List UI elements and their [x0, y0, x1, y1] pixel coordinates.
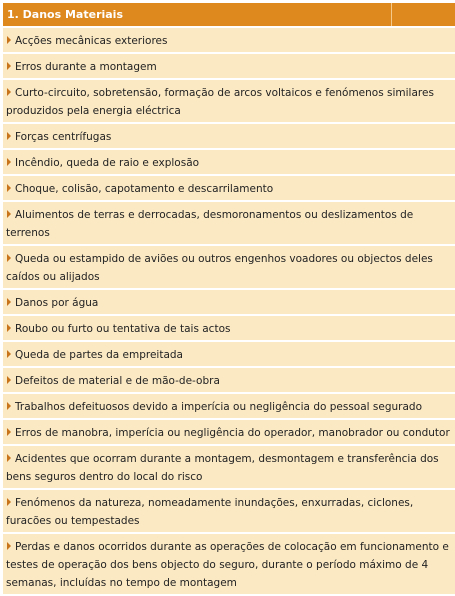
table-row	[3, 28, 455, 52]
list-item	[3, 534, 455, 594]
list-item	[3, 490, 455, 532]
bullet-arrow-icon	[7, 158, 11, 166]
list-item-label: Curto-circuito, sobretensão, formação de arcos voltaicos e fenómenos similares produzidos pela energia eléctrica	[6, 87, 434, 117]
table-row	[3, 124, 455, 148]
table-row	[3, 534, 455, 594]
bullet-arrow-icon	[7, 88, 11, 96]
list-item-label: Fenómenos da natureza, nomeadamente inundações, enxurradas, ciclones, furacões ou tempestades	[6, 497, 414, 527]
table-body	[3, 28, 455, 594]
list-item	[3, 150, 455, 174]
list-item	[3, 420, 455, 444]
table-header-row	[3, 3, 455, 26]
bullet-arrow-icon	[7, 376, 11, 384]
list-item	[3, 342, 455, 366]
list-item	[3, 368, 455, 392]
list-item	[3, 124, 455, 148]
table-row	[3, 80, 455, 122]
bullet-arrow-icon	[7, 324, 11, 332]
table-row	[3, 150, 455, 174]
list-item-label: Acidentes que ocorram durante a montagem, desmontagem e transferência dos bens seguros dentro do local do risco	[6, 453, 439, 483]
bullet-arrow-icon	[7, 210, 11, 218]
list-item-label: Erros durante a montagem	[15, 61, 157, 73]
list-item	[3, 246, 455, 288]
list-item-label: Danos por água	[15, 297, 99, 309]
list-item	[3, 446, 455, 488]
bullet-arrow-icon	[7, 184, 11, 192]
table-row	[3, 368, 455, 392]
table-header-side-cell	[391, 3, 455, 26]
list-item	[3, 80, 455, 122]
table-row	[3, 202, 455, 244]
list-item-label: Queda ou estampido de aviões ou outros engenhos voadores ou objectos deles caídos ou alijados	[6, 253, 433, 283]
list-item-label: Incêndio, queda de raio e explosão	[15, 157, 200, 169]
bullet-arrow-icon	[7, 298, 11, 306]
list-item-label: Forças centrífugas	[15, 131, 112, 143]
table-row	[3, 490, 455, 532]
list-item	[3, 316, 455, 340]
bullet-arrow-icon	[7, 428, 11, 436]
list-item-label: Defeitos de material e de mão-de-obra	[15, 375, 220, 387]
table-row	[3, 342, 455, 366]
table-row	[3, 420, 455, 444]
bullet-arrow-icon	[7, 542, 11, 550]
list-item-label: Choque, colisão, capotamento e descarrilamento	[15, 183, 274, 195]
list-item-label: Trabalhos defeituosos devido a imperícia ou negligência do pessoal segurado	[15, 401, 423, 413]
list-item-label: Aluimentos de terras e derrocadas, desmoronamentos ou deslizamentos de terrenos	[6, 209, 414, 239]
list-item-label: Queda de partes da empreitada	[15, 349, 183, 361]
list-item-label: Erros de manobra, imperícia ou negligência do operador, manobrador ou condutor	[15, 427, 450, 439]
table-row	[3, 176, 455, 200]
section-title: 1. Danos Materiais	[7, 8, 124, 21]
bullet-arrow-icon	[7, 62, 11, 70]
list-item-label: Perdas e danos ocorridos durante as operações de colocação em funcionamento e testes de operação dos bens objecto do seguro, durante o período máximo de 4 semanas, incluídas no tempo de montagem	[6, 541, 449, 589]
list-item-label: Roubo ou furto ou tentativa de tais actos	[15, 323, 231, 335]
bullet-arrow-icon	[7, 498, 11, 506]
list-item-label: Acções mecânicas exteriores	[15, 35, 168, 47]
bullet-arrow-icon	[7, 36, 11, 44]
table-row	[3, 290, 455, 314]
list-item	[3, 28, 455, 52]
bullet-arrow-icon	[7, 132, 11, 140]
list-item	[3, 202, 455, 244]
table-header-cell	[3, 3, 391, 26]
list-item	[3, 54, 455, 78]
table-row	[3, 446, 455, 488]
table-row	[3, 394, 455, 418]
bullet-arrow-icon	[7, 402, 11, 410]
table-row	[3, 54, 455, 78]
coverage-table-container	[3, 3, 455, 596]
list-item	[3, 176, 455, 200]
bullet-arrow-icon	[7, 454, 11, 462]
table-row	[3, 246, 455, 288]
list-item	[3, 394, 455, 418]
list-item	[3, 290, 455, 314]
coverage-table	[3, 1, 455, 596]
bullet-arrow-icon	[7, 350, 11, 358]
table-row	[3, 316, 455, 340]
bullet-arrow-icon	[7, 254, 11, 262]
